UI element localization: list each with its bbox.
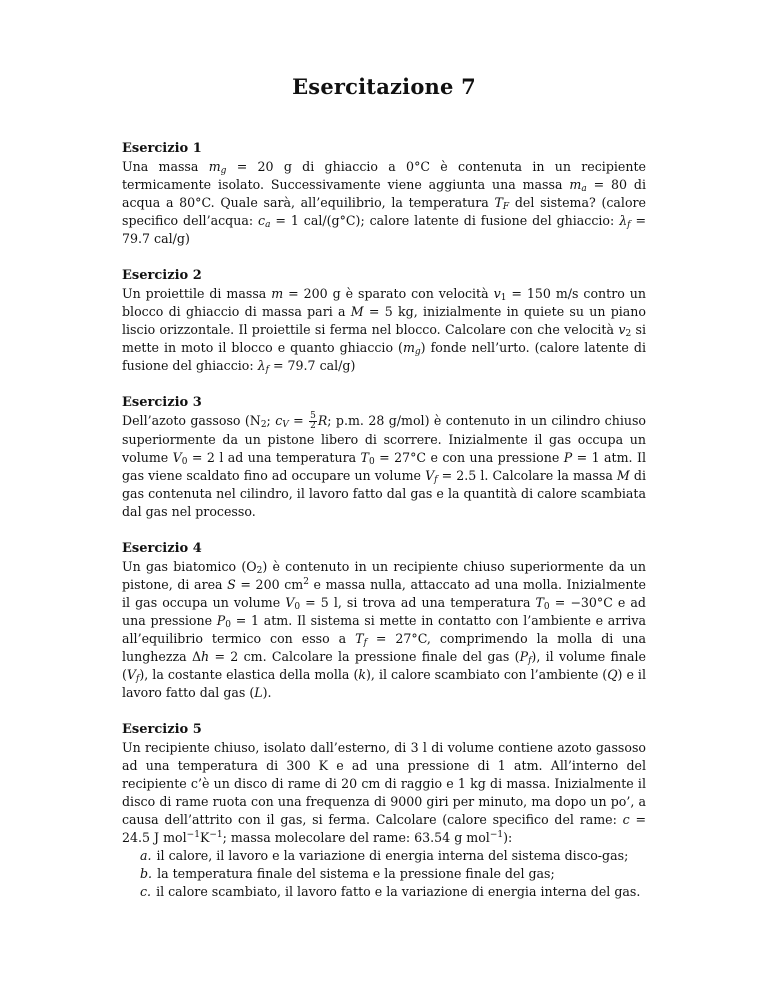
list-item — [122, 865, 646, 883]
item-text: la temperatura finale del sistema e la pressione finale del gas; — [157, 866, 555, 881]
exercise-text: Un proiettile di massa m = 200 g è sparato con velocità $v_1 = 150$ m/s contro un blocco di ghiaccio di massa pari a M = 5 kg, inizialmente in quiete su un piano liscio orizzontale. Il proiettile si ferma nel blocco. Calcolare con che velocità $v_2$ si mette in moto il blocco e quanto ghiaccio $(m_g)$ fonde nell’urto. (calore latente di fusione del ghiaccio: $\lambda_f = 79.7$ cal/g) — [122, 286, 646, 375]
exercise-1 — [122, 140, 646, 248]
exercise-2 — [122, 267, 646, 375]
exercise-text: Un gas biatomico $(O_2)$ è contenuto in un recipiente chiuso superiormente da un pistone, di area S = 200 $cm^2$ e massa nulla, attaccato ad una molla. Inizialmente il gas occupa un volume $V_0 = 5$ l, si trova ad una temperatura $T_0 = -30^\circ C$ e ad una pressione $P_0 = 1$ atm. Il sistema si mette in contatto con l’ambiente e arriva all’equilibrio termico con esso a $T_f = 27^\circ C$, comprimendo la molla di una lunghezza Δh = 2 cm. Calcolare la pressione finale del gas $(P_f)$, il volume finale $(V_f)$, la costante elastica della molla (k), il calore scambiato con l’ambiente (Q) e il lavoro fatto dal gas (L). — [122, 559, 646, 700]
list-item — [122, 847, 646, 865]
exercise-heading: Esercizio 2 — [122, 268, 202, 283]
exercise-4 — [122, 540, 646, 702]
item-text: il calore, il lavoro e la variazione di energia interna del sistema disco-gas; — [156, 848, 629, 863]
question-list — [122, 847, 646, 901]
exercise-heading: Esercizio 4 — [122, 541, 202, 556]
exercise-heading: Esercizio 1 — [122, 141, 202, 156]
exercise-5 — [122, 721, 646, 901]
exercise-text: Dell’azoto gassoso ($N_2$; $c_V$ = $\frac{5}{2}$ R; p.m. 28 g/mol) è contenuto in un cilindro chiuso superiormente da un pistone libero di scorrere. Inizialmente il gas occupa un volume $V_0 = 2$ l ad una temperatura $T_0 = 27^\circ C$ e con una pressione P = 1 atm. Il gas viene scaldato fino ad occupare un volume $V_f = 2.5$ l. Calcolare la massa M di gas contenuta nel cilindro, il lavoro fatto dal gas e la quantità di calore scambiata dal gas nel processo. — [122, 411, 647, 519]
exercise-text: Un recipiente chiuso, isolato dall’esterno, di 3 l di volume contiene azoto gassoso ad una temperatura di 300 K e ad una pressione di 1 atm. All’interno del recipiente c’è un disco di rame di 20 cm di raggio e 1 kg di massa. Inizialmente il disco di rame ruota con una frequenza di 9000 giri per minuto, ma dopo un po’, a causa dell’attrito con il gas, si ferma. Calcolare (calore specifico del rame: c = 24.5 J $mol^{-1}K^{-1}$; massa molecolare del rame: 63.54 g mol$^{-1}$): — [122, 740, 647, 845]
exercise-3 — [122, 394, 646, 521]
page-title: Esercitazione 7 — [292, 74, 476, 99]
item-marker: c. — [140, 884, 152, 899]
exercise-text: Una massa $m_g = 20$ g di ghiaccio a 0°C è contenuta in un recipiente termicamente isolato. Successivamente viene aggiunta una massa $m_a = 80$ di acqua a 80°C. Quale sarà, all’equilibrio, la temperatura $T_F$ del sistema? (calore specifico dell’acqua: $c_a = 1$ cal/(g°C); calore latente di fusione del ghiaccio: $\lambda_f = 79.7$ cal/g) — [122, 159, 647, 246]
item-text: il calore scambiato, il lavoro fatto e la variazione di energia interna del gas. — [156, 884, 641, 899]
list-item — [122, 883, 646, 901]
item-marker: b. — [140, 866, 153, 881]
exercise-heading: Esercizio 3 — [122, 395, 202, 410]
exercise-heading: Esercizio 5 — [122, 722, 202, 737]
exercise-list — [122, 140, 646, 920]
item-marker: a. — [140, 848, 152, 863]
